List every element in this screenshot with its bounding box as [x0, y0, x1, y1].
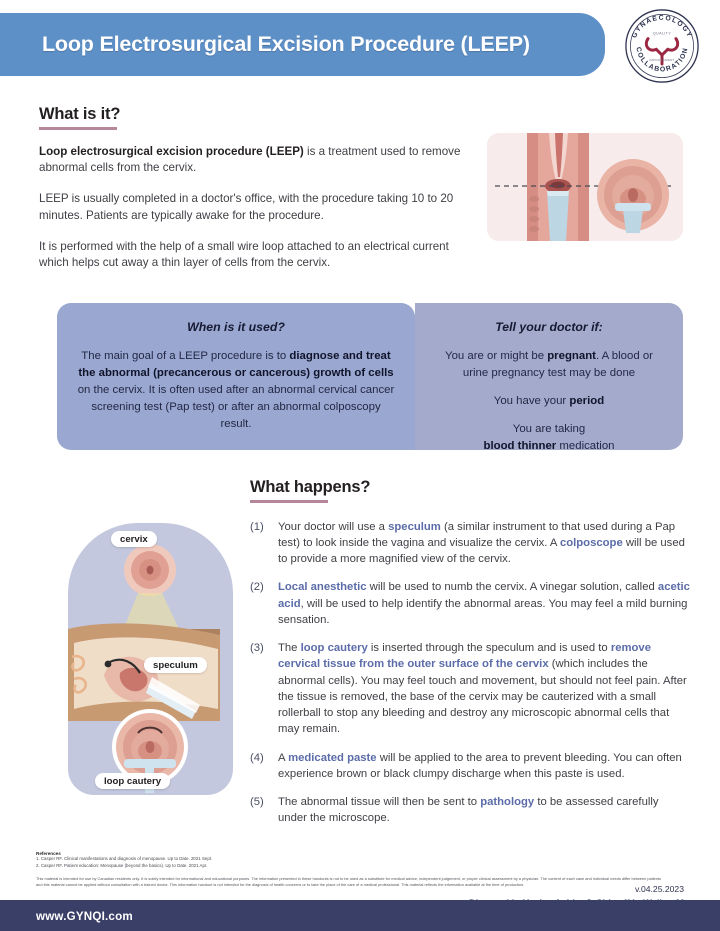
callout-speculum: speculum — [144, 657, 207, 673]
step-text-a: The — [278, 642, 301, 655]
step-text-c: , will be used to help identify the abnormal areas. You may feel a mild burning sensation. — [278, 597, 688, 626]
step-text — [278, 640, 690, 738]
when-is-it-used-text — [75, 348, 397, 434]
procedure-step — [250, 750, 690, 783]
what-is-it-paragraph-2: LEEP is usually completed in a doctor's office, with the procedure taking 10 to 20 minutes. Patients are typically awake for the procedure. — [39, 192, 454, 222]
procedure-steps-list — [250, 519, 690, 827]
tell-your-doctor-title: Tell your doctor if: — [495, 320, 603, 334]
svg-text:GYNAECOLOGY: GYNAECOLOGY — [630, 14, 693, 40]
disclaimer-text: This material is intended for use by Canadian residents only. It is solely intended for informational and educational purposes. The information presented in these handouts is not to be used as a substitute for medical advice, independent judgement, or proper clinical assessment by a physician. The content of each case and individual needs differ between patients and this material cannot be applied without consultation with a trained doctor. This information handout is not intended for the diagnosis of health concerns or to take the place of the care of a medical professional. This material reflects the information available at the time of production. — [36, 876, 661, 888]
heading-underline — [250, 500, 328, 503]
procedure-step — [250, 519, 690, 568]
info-panels — [57, 303, 683, 453]
when-is-it-used-panel — [57, 303, 415, 450]
page-title: Loop Electrosurgical Excision Procedure (LEEP) — [42, 32, 530, 56]
procedure-step — [250, 794, 690, 827]
leep-procedure-illustration — [68, 523, 233, 795]
step-text-c: (which includes the abnormal cells). You may feel touch and movement, but should not feel pain. After the tissue is removed, the base of the cervix may be cauterized with a small rollerball to stop any bleeding and destroy any microscopic abnormal cells that may remain. — [278, 658, 687, 736]
what-is-it-section — [39, 105, 471, 272]
step-highlight-term: remove cervical tissue from the outer surface of the cervix — [278, 642, 652, 671]
gynaecology-collaboration-logo-icon — [621, 5, 703, 87]
tell-doctor-3a: You are taking — [512, 423, 586, 436]
references-title: References — [36, 851, 61, 856]
tell-doctor-3b: medication — [556, 440, 615, 453]
step-text-b: to be assessed carefully under the microscope. — [278, 796, 659, 825]
tell-doctor-1-bold: pregnant — [547, 350, 596, 362]
step-text-c: will be used to provide a more magnified view of the cervix. — [278, 536, 685, 566]
what-happens-heading: What happens? — [250, 478, 371, 496]
website-url[interactable]: www.GYNQI.com — [36, 910, 133, 923]
step-highlight-term: colposcope — [559, 536, 623, 549]
step-text — [278, 519, 690, 568]
tell-your-doctor-panel — [415, 303, 683, 453]
tell-doctor-2a: You have your — [493, 395, 570, 408]
step-highlight-term: loop cautery — [300, 642, 368, 655]
svg-text:IMPROVEMENT: IMPROVEMENT — [649, 57, 675, 62]
references-block — [36, 851, 436, 869]
step-text — [278, 579, 690, 628]
reference-item: 2. Casper RF. Patient education: Menopause (beyond the basics). Up to Date. 2021 Apr. — [36, 862, 208, 868]
tell-doctor-line-1 — [433, 348, 665, 382]
tell-doctor-line-2 — [433, 393, 665, 410]
tell-doctor-3-bold: blood thinner — [483, 440, 557, 453]
step-number: (4) — [250, 751, 264, 764]
step-text — [278, 794, 690, 827]
what-is-it-heading: What is it? — [39, 105, 121, 123]
callout-loop-cautery: loop cautery — [95, 773, 170, 789]
step-number: (5) — [250, 796, 264, 809]
version-label: v.04.25.2023 — [634, 884, 684, 894]
step-highlight-term: speculum — [388, 520, 441, 533]
reference-item: 1. Casper RF. Clinical manifestations and diagnosis of menopause. Up to Date. 2021 Sept. — [36, 856, 213, 861]
step-highlight-term: medicated paste — [288, 751, 377, 764]
step-highlight-term: Local anesthetic — [278, 581, 367, 594]
header-banner — [0, 13, 605, 76]
step-highlight-term: acetic acid — [278, 581, 690, 610]
tell-doctor-line-3 — [433, 421, 665, 455]
when-is-it-used-title: When is it used? — [187, 320, 285, 334]
step-number: (2) — [250, 581, 264, 594]
callout-cervix: cervix — [111, 531, 157, 547]
when-used-bold: diagnose and treat the abnormal (precancerous or cancerous) growth of cells — [78, 350, 394, 380]
step-number: (3) — [250, 642, 264, 655]
step-highlight-term: pathology — [480, 796, 535, 809]
step-text-b: will be applied to the area to prevent bleeding. You can often experience brown or black clumpy discharge when this paste is used. — [278, 751, 682, 780]
what-is-it-paragraph-3: It is performed with the help of a small wire loop attached to an electrical current which helps cut away a thin layer of cells from the cervix. — [39, 239, 449, 270]
procedure-step — [250, 579, 690, 628]
when-used-text-2: on the cervix. It is often used after an abnormal cervical cancer screening test (Pap test) or after an abnormal colposcopy result. — [77, 384, 395, 431]
step-text-a: The abnormal tissue will then be sent to — [278, 796, 481, 809]
step-text-a: Your doctor will use a — [278, 520, 389, 533]
tell-doctor-2-bold: period — [569, 395, 605, 408]
procedure-step — [250, 640, 690, 738]
what-is-it-paragraph-1 — [39, 144, 471, 178]
step-text-a: A — [278, 751, 289, 764]
heading-underline — [39, 127, 117, 130]
svg-text:COLLABORATION: COLLABORATION — [634, 46, 690, 74]
cervix-speculum-anatomy-illustration — [487, 133, 683, 241]
when-used-text-1: The main goal of a LEEP procedure is to — [81, 350, 290, 362]
leep-definition-bold: Loop electrosurgical excision procedure (LEEP) — [39, 144, 304, 158]
tell-doctor-1a: You are or might be — [445, 350, 548, 362]
step-text-b: (a similar instrument to that used during a Pap test) to look inside the vagina and visualize the cervix. A — [278, 520, 676, 549]
step-text-b: is inserted through the speculum and is used to — [367, 642, 611, 655]
tell-doctor-1b: . A blood or urine pregnancy test may be done — [462, 350, 653, 380]
svg-text:QUALITY: QUALITY — [652, 31, 672, 36]
leep-definition-rest: is a treatment used to remove abnormal cells from the cervix. — [39, 144, 461, 175]
step-text-b: will be used to numb the cervix. A vinegar solution, called — [366, 581, 658, 594]
step-text — [278, 750, 690, 783]
step-number: (1) — [250, 520, 264, 533]
what-happens-section — [250, 478, 690, 839]
